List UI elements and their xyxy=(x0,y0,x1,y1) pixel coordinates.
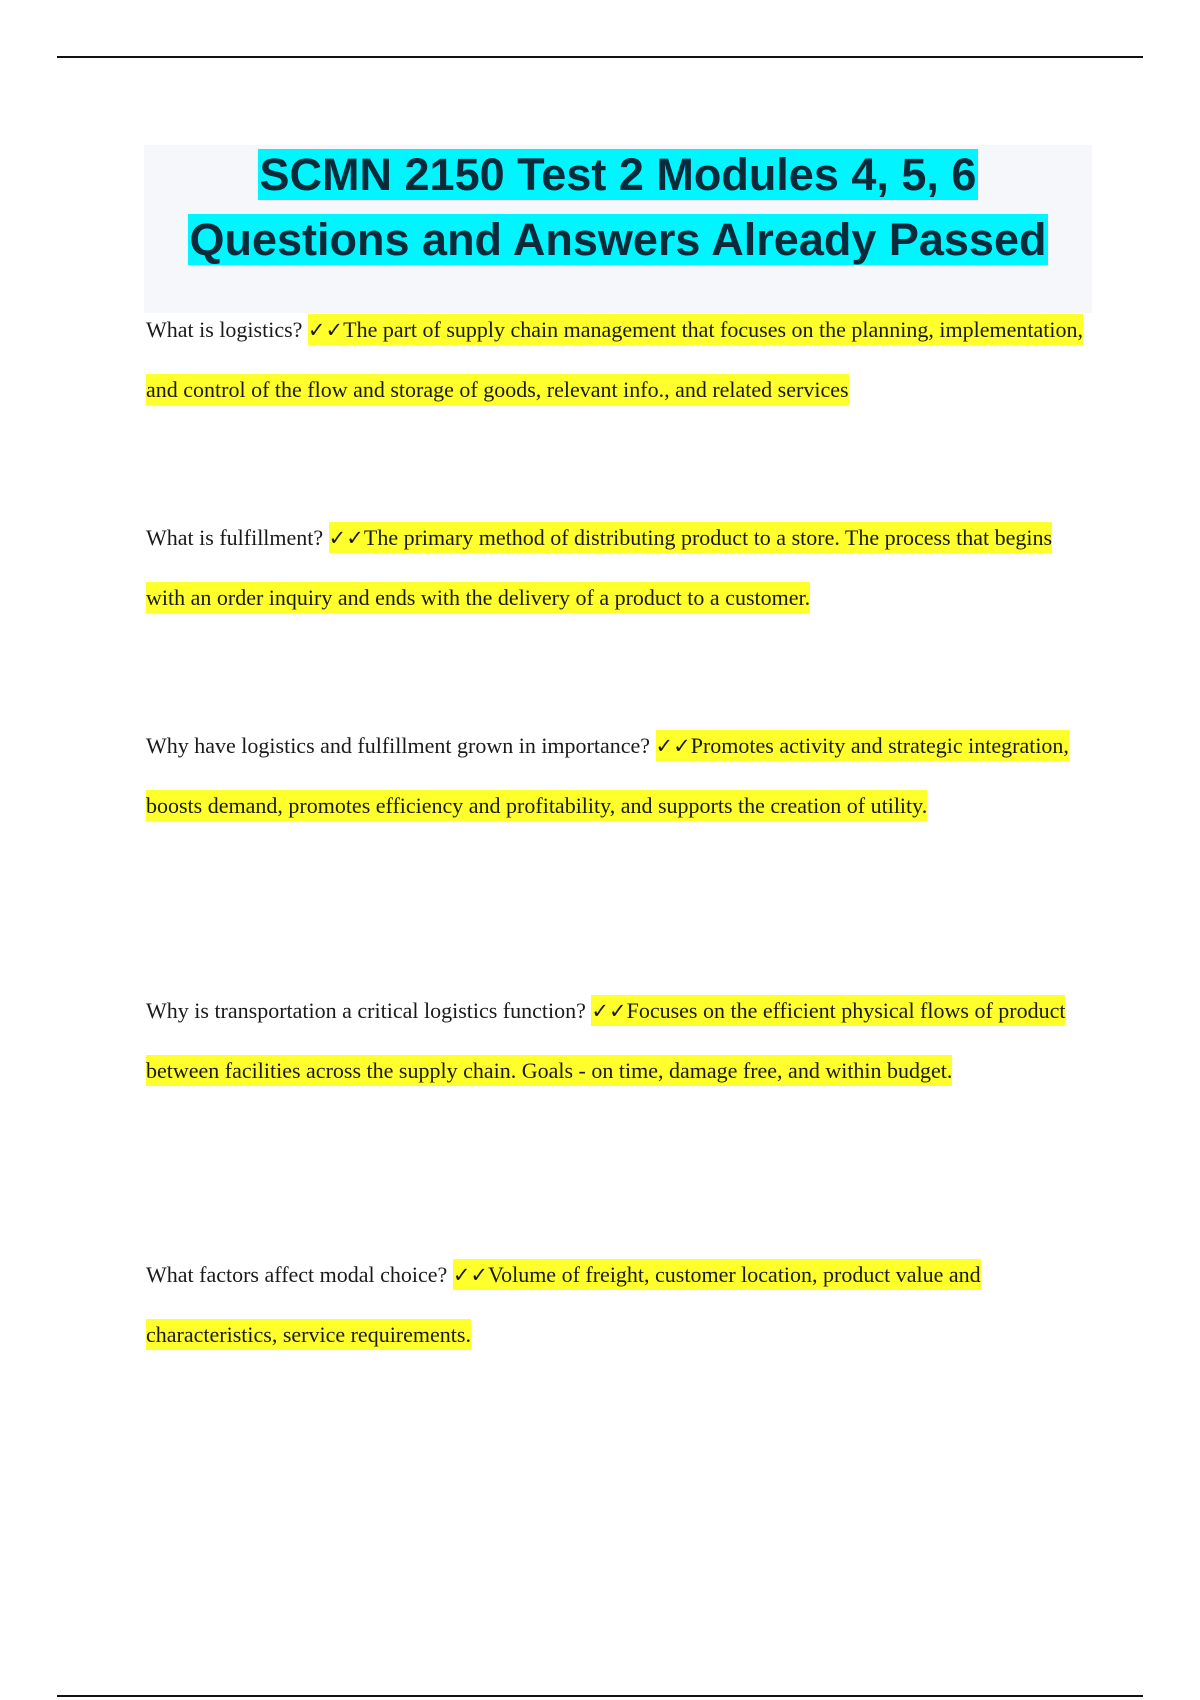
document-title xyxy=(144,145,1092,278)
double-check-icon: ✓✓ xyxy=(655,734,691,758)
double-check-icon: ✓✓ xyxy=(591,999,627,1023)
question-text: Why is transportation a critical logistics function? xyxy=(146,998,586,1023)
answer-body: The part of supply chain management that focuses on the planning, implementation, and control of the flow and storage of goods, relevant info., and related services xyxy=(146,317,1083,402)
qa-item-modal-choice xyxy=(146,1245,1096,1365)
question-text: What factors affect modal choice? xyxy=(146,1262,448,1287)
qa-item-transportation xyxy=(146,981,1096,1101)
double-check-icon: ✓✓ xyxy=(452,1263,489,1287)
qa-item-logistics xyxy=(146,300,1096,420)
answer-body: Promotes activity and strategic integration, boosts demand, promotes efficiency and profitability, and supports the creation of utility. xyxy=(146,733,1069,818)
question-text: What is fulfillment? xyxy=(146,525,324,550)
question-text: Why have logistics and fulfillment grown in importance? xyxy=(146,733,651,758)
qa-item-importance xyxy=(146,716,1096,836)
title-line-2: Questions and Answers Already Passed xyxy=(189,214,1047,265)
bottom-rule xyxy=(57,1695,1143,1697)
double-check-icon: ✓✓ xyxy=(328,526,364,550)
title-line-1: SCMN 2150 Test 2 Modules 4, 5, 6 xyxy=(259,149,977,200)
title-block xyxy=(144,145,1092,313)
answer-body: Volume of freight, customer location, product value and characteristics, service requirements. xyxy=(146,1262,981,1347)
double-check-icon: ✓✓ xyxy=(307,318,344,342)
answer-body: The primary method of distributing product to a store. The process that begins with an order inquiry and ends with the delivery of a product to a customer. xyxy=(146,525,1053,610)
question-text: What is logistics? xyxy=(146,317,303,342)
top-rule xyxy=(57,56,1143,58)
qa-item-fulfillment xyxy=(146,508,1096,628)
answer-body: Focuses on the efficient physical flows of product between facilities across the supply chain. Goals - on time, damage free, and within budget. xyxy=(146,998,1066,1083)
